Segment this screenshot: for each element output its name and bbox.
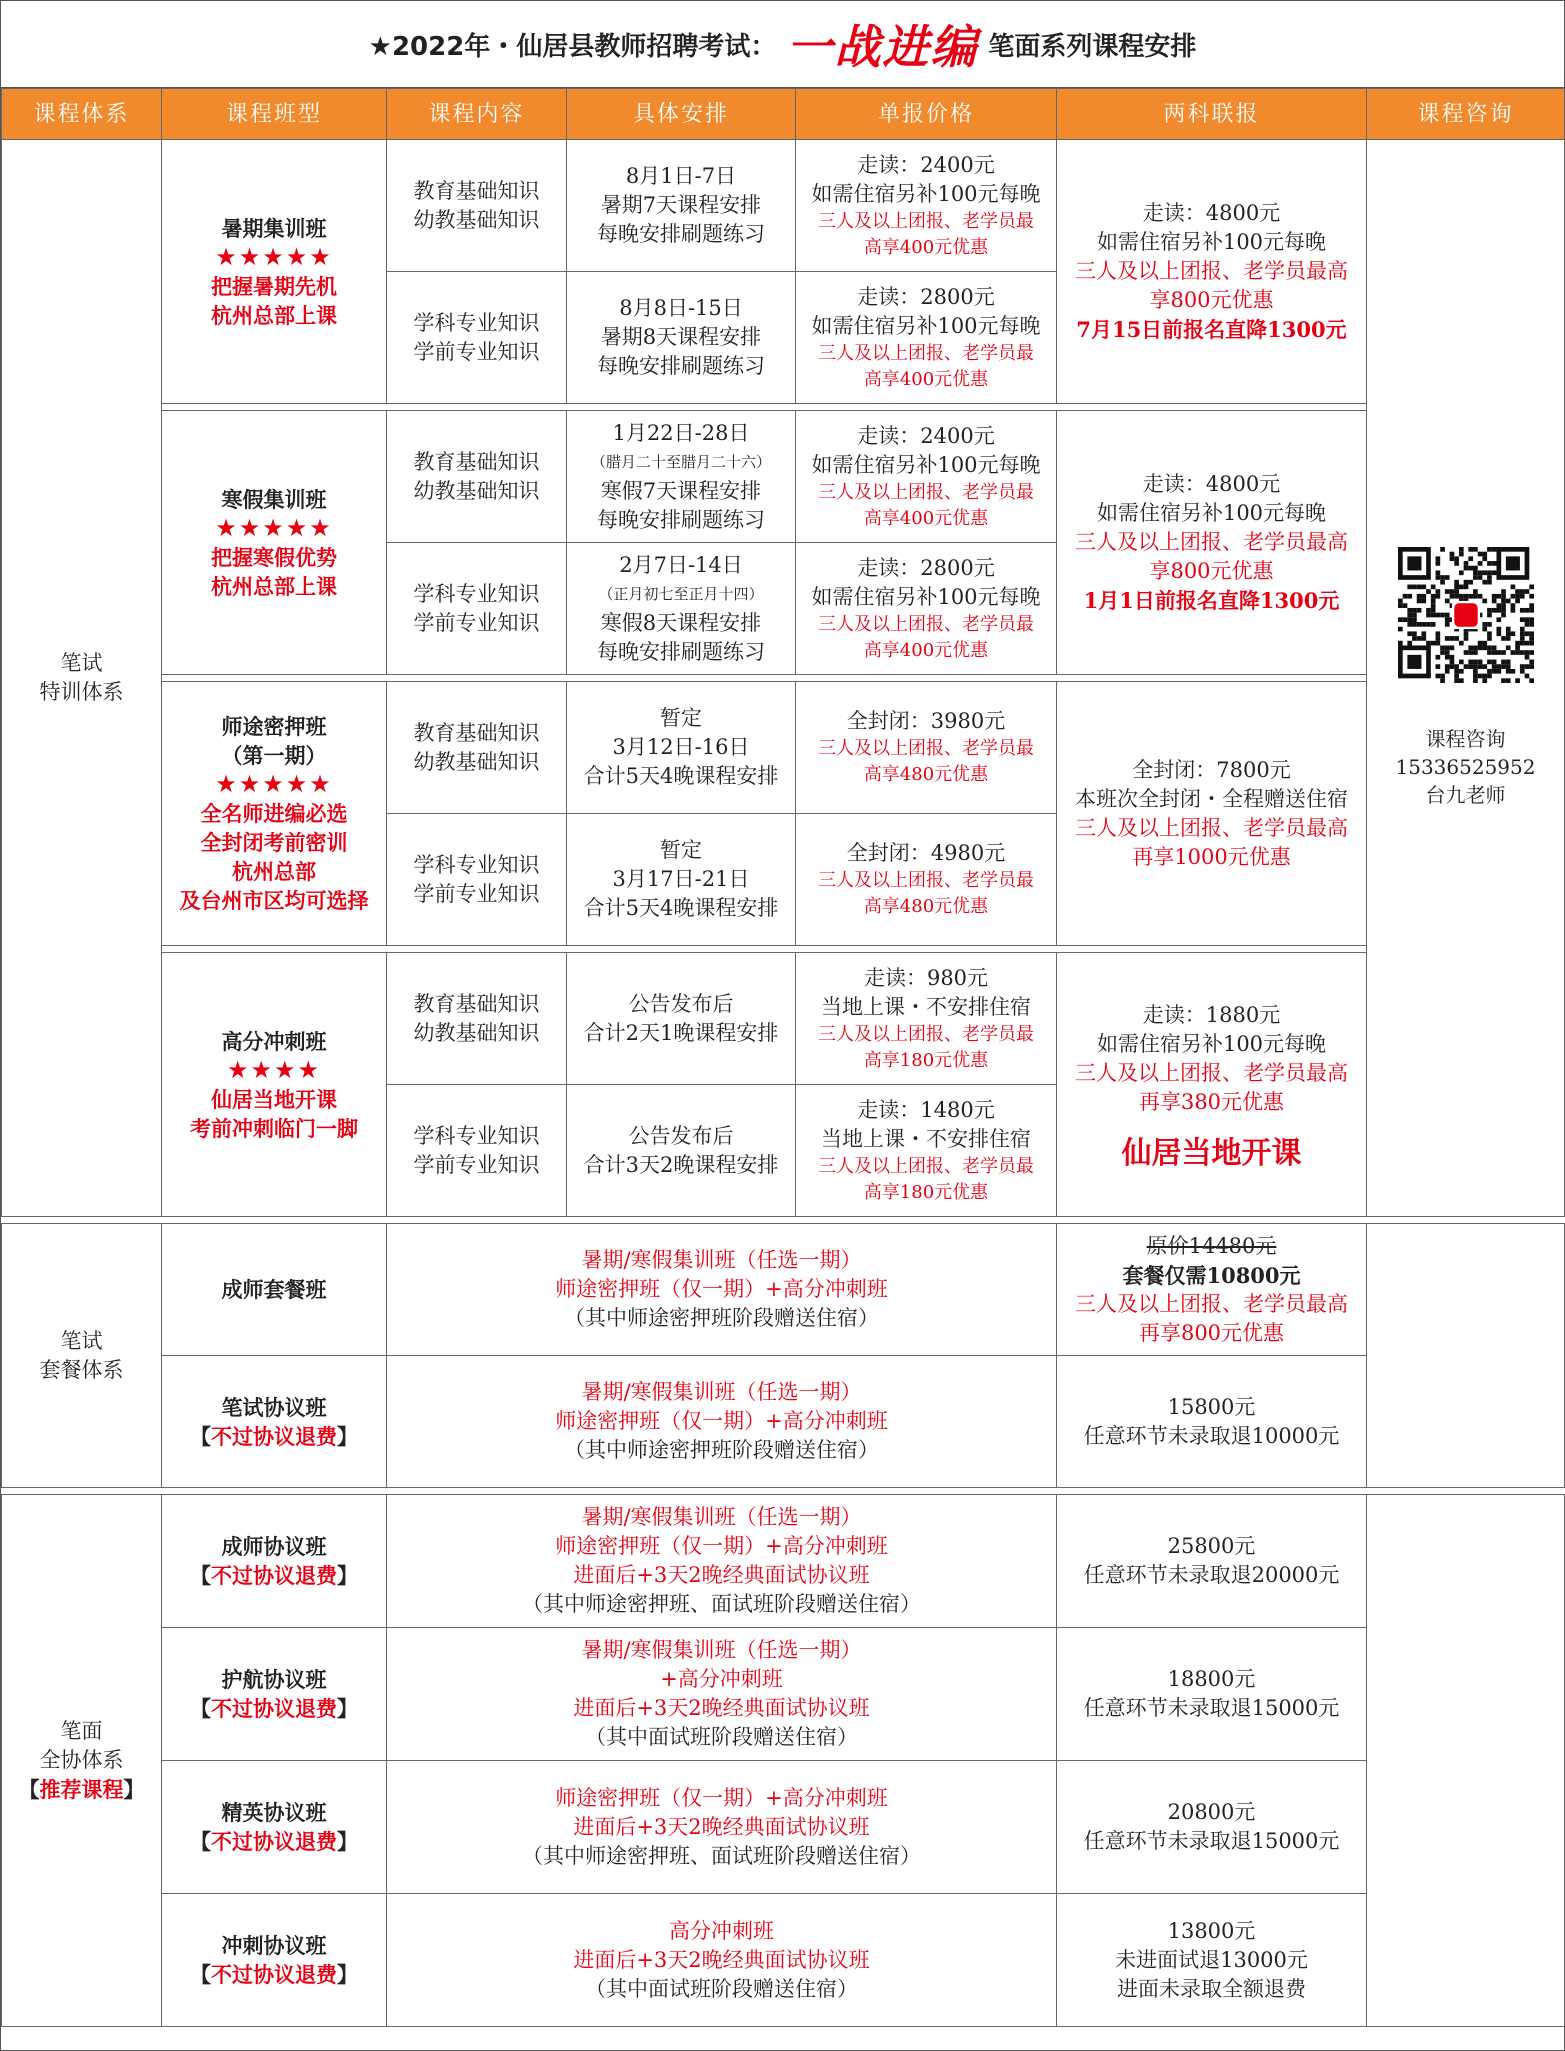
package-line: 进面后+3天2晚经典面试协议班 bbox=[573, 1696, 870, 1720]
table-row bbox=[2, 1894, 1565, 2027]
package-price: 任意环节未录取退15000元 bbox=[1083, 1829, 1340, 1853]
content-line: 学科专业知识 bbox=[413, 310, 540, 335]
schedule-line: 合计2天1晚课程安排 bbox=[583, 1020, 779, 1045]
single-price-cell bbox=[796, 543, 1057, 675]
package-content-cell bbox=[387, 1356, 1057, 1488]
combo-discount: 享800元优惠 bbox=[1149, 288, 1274, 312]
price-line: 走读：2400元 bbox=[857, 423, 995, 448]
combo-discount: 再享380元优惠 bbox=[1138, 1090, 1285, 1114]
class-name: 暑期集训班 bbox=[221, 215, 327, 241]
content-cell bbox=[387, 814, 567, 946]
package-content-cell bbox=[387, 1495, 1057, 1628]
content-line: 学前专业知识 bbox=[413, 339, 540, 364]
class-type-cell bbox=[162, 411, 387, 675]
schedule-line: 每晚安排刷题练习 bbox=[597, 507, 765, 532]
content-line: 学科专业知识 bbox=[413, 1123, 540, 1148]
schedule-line: 3月17日-21日 bbox=[612, 867, 750, 891]
package-note: （其中师途密押班阶段赠送住宿） bbox=[564, 1306, 879, 1330]
combo-line: 如需住宿另补100元每晚 bbox=[1096, 1032, 1327, 1056]
content-line: 幼教基础知识 bbox=[413, 478, 540, 503]
package-line: 进面后+3天2晚经典面试协议班 bbox=[573, 1563, 870, 1587]
price-line: 当地上课・不安排住宿 bbox=[821, 994, 1031, 1019]
course-table bbox=[1, 88, 1565, 2027]
price-line: 走读：2800元 bbox=[857, 555, 995, 580]
single-price-cell bbox=[796, 272, 1057, 404]
schedule-line: 每晚安排刷题练习 bbox=[597, 222, 765, 246]
package-price-cell bbox=[1057, 1224, 1367, 1356]
section-separator bbox=[2, 1488, 1565, 1495]
section-separator bbox=[2, 946, 1565, 953]
class-type-cell bbox=[162, 1224, 387, 1356]
header-class-type: 课程班型 bbox=[162, 89, 387, 140]
class-name: 成师套餐班 bbox=[221, 1277, 327, 1302]
refund-tag-text: 不过协议退费 bbox=[211, 1563, 337, 1588]
section-separator bbox=[2, 404, 1565, 411]
class-name: 成师协议班 bbox=[221, 1534, 327, 1559]
discount-line: 高享400元优惠 bbox=[863, 236, 989, 258]
price-line: 走读：1480元 bbox=[857, 1097, 995, 1122]
refund-tag-text: 不过协议退费 bbox=[211, 1962, 337, 1987]
combo-discount: 三人及以上团报、老学员最高 bbox=[1075, 259, 1348, 283]
package-price: 18800元 bbox=[1167, 1667, 1256, 1691]
content-line: 学前专业知识 bbox=[413, 881, 540, 906]
system-label: 笔面 bbox=[60, 1719, 103, 1743]
schedule-cell bbox=[567, 411, 796, 543]
refund-tag: 【不过协议退费】 bbox=[190, 1423, 358, 1449]
schedule-cell bbox=[567, 543, 796, 675]
content-cell bbox=[387, 411, 567, 543]
system-label: 笔试 特训体系 bbox=[39, 651, 124, 704]
class-note: 考前冲刺临门一脚 bbox=[190, 1115, 358, 1141]
schedule-line: 1月22日-28日 bbox=[612, 420, 750, 445]
price-line: 走读：980元 bbox=[863, 965, 989, 990]
recommend-tag: 【推荐课程】 bbox=[18, 1777, 145, 1802]
system-full bbox=[2, 1495, 162, 2027]
package-line: 师途密押班（仅一期）+高分冲刺班 bbox=[555, 1785, 888, 1810]
consult-cell bbox=[1367, 140, 1565, 1217]
package-line: 暑期/寒假集训班（任选一期） bbox=[581, 1248, 862, 1272]
package-price-cell bbox=[1057, 1761, 1367, 1894]
combo-price-cell bbox=[1057, 140, 1367, 404]
discount-line: 三人及以上团报、老学员最 bbox=[818, 613, 1034, 635]
discount-line: 高享180元优惠 bbox=[863, 1181, 989, 1203]
price-line: 如需住宿另补100元每晚 bbox=[811, 313, 1041, 338]
package-content-cell bbox=[387, 1224, 1057, 1356]
schedule-line: 2月7日-14日 bbox=[619, 552, 743, 577]
content-cell bbox=[387, 543, 567, 675]
package-price: 任意环节未录取退20000元 bbox=[1083, 1563, 1340, 1587]
package-line: 师途密押班（仅一期）+高分冲刺班 bbox=[555, 1409, 888, 1433]
combo-price-cell bbox=[1057, 953, 1367, 1217]
refund-tag: 【不过协议退费】 bbox=[190, 1696, 358, 1721]
package-line: 暑期/寒假集训班（任选一期） bbox=[581, 1505, 862, 1529]
content-line: 学科专业知识 bbox=[413, 581, 540, 606]
schedule-cell bbox=[567, 814, 796, 946]
combo-deadline: 7月15日前报名直降1300元 bbox=[1076, 317, 1347, 342]
single-price-cell bbox=[796, 140, 1057, 272]
table-row bbox=[2, 140, 1565, 272]
table-row bbox=[2, 1495, 1565, 1628]
refund-tag: 【不过协议退费】 bbox=[190, 1563, 358, 1588]
package-price: 任意环节未录取退15000元 bbox=[1083, 1696, 1340, 1720]
section-separator bbox=[2, 675, 1565, 682]
combo-line: 走读：4800元 bbox=[1142, 201, 1281, 225]
content-line: 学科专业知识 bbox=[413, 852, 540, 877]
class-type-cell bbox=[162, 1495, 387, 1628]
package-price: 25800元 bbox=[1167, 1534, 1256, 1558]
content-cell bbox=[387, 682, 567, 814]
discount-line: 三人及以上团报、老学员最 bbox=[818, 210, 1034, 232]
schedule-cell bbox=[567, 682, 796, 814]
table-row bbox=[2, 1224, 1565, 1356]
combo-deadline: 1月1日前报名直降1300元 bbox=[1083, 588, 1340, 613]
class-name: 精英协议班 bbox=[221, 1800, 327, 1825]
table-row bbox=[2, 682, 1565, 814]
consult-cell-blank bbox=[1367, 1495, 1565, 2027]
combo-discount: 三人及以上团报、老学员最高 bbox=[1075, 1061, 1348, 1085]
class-note: 杭州总部上课 bbox=[211, 573, 337, 599]
discount-line: 高享480元优惠 bbox=[863, 896, 989, 917]
schedule-line: 暑期7天课程安排 bbox=[600, 193, 762, 217]
class-note: 杭州总部上课 bbox=[211, 302, 337, 328]
package-price: 未进面试退13000元 bbox=[1115, 1947, 1308, 1972]
combo-price-cell bbox=[1057, 682, 1367, 946]
schedule-cell bbox=[567, 1085, 796, 1217]
table-row bbox=[2, 411, 1565, 543]
package-price-cell bbox=[1057, 1894, 1367, 2027]
schedule-line: 寒假8天课程安排 bbox=[600, 610, 762, 635]
discount-line: 高享400元优惠 bbox=[863, 639, 989, 661]
schedule-line: 寒假7天课程安排 bbox=[600, 478, 762, 503]
single-price-cell bbox=[796, 411, 1057, 543]
package-discount: 三人及以上团报、老学员最高 bbox=[1075, 1291, 1348, 1316]
class-type-cell bbox=[162, 682, 387, 946]
discount-line: 三人及以上团报、老学员最 bbox=[818, 481, 1034, 503]
price-line: 全封闭：4980元 bbox=[846, 841, 1006, 865]
consult-phone: 15336525952 bbox=[1395, 755, 1536, 779]
header-consult: 课程咨询 bbox=[1367, 89, 1565, 140]
package-line: 师途密押班（仅一期）+高分冲刺班 bbox=[555, 1277, 888, 1301]
class-note: 及台州市区均可选择 bbox=[179, 888, 369, 913]
discount-line: 高享400元优惠 bbox=[863, 368, 989, 390]
discount-line: 三人及以上团报、老学员最 bbox=[818, 342, 1034, 364]
header-combo-price: 两科联报 bbox=[1057, 89, 1367, 140]
discount-line: 三人及以上团报、老学员最 bbox=[818, 1023, 1034, 1045]
schedule-cell bbox=[567, 953, 796, 1085]
qr-code-icon bbox=[1398, 547, 1534, 683]
system-label: 笔试 套餐体系 bbox=[39, 1328, 124, 1382]
rating-stars: ★★★★ bbox=[226, 1055, 322, 1084]
discount-line: 高享180元优惠 bbox=[863, 1049, 989, 1071]
title-highlight: 一战进编 bbox=[786, 20, 979, 74]
content-cell bbox=[387, 953, 567, 1085]
package-content-cell bbox=[387, 1628, 1057, 1761]
price-line: 走读：2400元 bbox=[857, 152, 995, 177]
price-line: 全封闭：3980元 bbox=[846, 709, 1006, 733]
package-content-cell bbox=[387, 1761, 1057, 1894]
discount-line: 三人及以上团报、老学员最 bbox=[818, 870, 1034, 891]
refund-tag-text: 不过协议退费 bbox=[211, 1696, 337, 1721]
combo-discount: 享800元优惠 bbox=[1149, 559, 1274, 583]
rating-stars: ★★★★★ bbox=[215, 770, 333, 798]
package-price-cell bbox=[1057, 1628, 1367, 1761]
content-line: 教育基础知识 bbox=[413, 449, 540, 474]
price-line: 如需住宿另补100元每晚 bbox=[811, 584, 1041, 609]
schedule-line: 8月8日-15日 bbox=[619, 296, 743, 320]
section-separator bbox=[2, 1217, 1565, 1224]
price-line: 走读：2800元 bbox=[857, 284, 995, 309]
header-content: 课程内容 bbox=[387, 89, 567, 140]
package-note: （其中师途密押班、面试班阶段赠送住宿） bbox=[522, 1592, 921, 1616]
combo-line: 走读：4800元 bbox=[1142, 472, 1281, 496]
schedule-cell bbox=[567, 140, 796, 272]
combo-line: 如需住宿另补100元每晚 bbox=[1096, 230, 1327, 254]
schedule-line: 暑期8天课程安排 bbox=[600, 325, 762, 349]
package-line: 暑期/寒假集训班（任选一期） bbox=[581, 1380, 862, 1404]
schedule-line: 每晚安排刷题练习 bbox=[597, 639, 765, 664]
schedule-line: （正月初七至正月十四） bbox=[598, 584, 764, 603]
rating-stars: ★★★★★ bbox=[215, 242, 333, 271]
system-label: 全协体系 bbox=[39, 1748, 124, 1772]
package-line: 进面后+3天2晚经典面试协议班 bbox=[573, 1814, 870, 1839]
package-line: 进面后+3天2晚经典面试协议班 bbox=[573, 1947, 870, 1972]
table-row bbox=[2, 1356, 1565, 1488]
class-name: 护航协议班 bbox=[221, 1667, 327, 1692]
header-single-price: 单报价格 bbox=[796, 89, 1057, 140]
title-prefix: ★2022年・仙居县教师招聘考试： bbox=[368, 31, 777, 62]
page-title bbox=[1, 1, 1564, 88]
combo-price-cell bbox=[1057, 411, 1367, 675]
package-price-cell bbox=[1057, 1356, 1367, 1488]
schedule-line: 合计5天4晚课程安排 bbox=[583, 896, 779, 920]
package-line: 师途密押班（仅一期）+高分冲刺班 bbox=[555, 1534, 888, 1558]
local-class-note: 仙居当地开课 bbox=[1121, 1136, 1302, 1171]
price-line: 如需住宿另补100元每晚 bbox=[811, 452, 1041, 477]
header-system: 课程体系 bbox=[2, 89, 162, 140]
discount-line: 高享400元优惠 bbox=[863, 507, 989, 529]
schedule-line: 8月1日-7日 bbox=[625, 164, 737, 188]
single-price-cell bbox=[796, 814, 1057, 946]
schedule-line: 合计3天2晚课程安排 bbox=[583, 1152, 779, 1177]
table-row bbox=[2, 1628, 1565, 1761]
class-type-cell bbox=[162, 140, 387, 404]
combo-discount: 再享1000元优惠 bbox=[1132, 844, 1291, 869]
original-price: 原价14480元 bbox=[1146, 1233, 1277, 1258]
content-cell bbox=[387, 140, 567, 272]
class-name: 笔试协议班 bbox=[221, 1394, 327, 1420]
package-price: 进面未录取全额退费 bbox=[1117, 1976, 1306, 2001]
single-price-cell bbox=[796, 682, 1057, 814]
combo-line: 本班次全封闭・全程赠送住宿 bbox=[1075, 786, 1348, 811]
schedule-line: 暂定 bbox=[660, 838, 702, 862]
package-content-cell bbox=[387, 1894, 1057, 2027]
class-type-cell bbox=[162, 1356, 387, 1488]
schedule-cell bbox=[567, 272, 796, 404]
refund-tag-text: 不过协议退费 bbox=[211, 1829, 337, 1854]
combo-line: 如需住宿另补100元每晚 bbox=[1096, 501, 1327, 525]
package-discount: 再享800元优惠 bbox=[1138, 1320, 1285, 1345]
content-line: 教育基础知识 bbox=[413, 991, 540, 1016]
content-line: 教育基础知识 bbox=[413, 178, 540, 203]
class-type-cell bbox=[162, 1628, 387, 1761]
package-note: （其中师途密押班阶段赠送住宿） bbox=[564, 1438, 879, 1462]
content-cell bbox=[387, 272, 567, 404]
table-row bbox=[2, 1761, 1565, 1894]
package-price: 任意环节未录取退10000元 bbox=[1083, 1423, 1340, 1448]
schedule-line: 暂定 bbox=[660, 706, 702, 730]
schedule-line: （腊月二十至腊月二十六） bbox=[590, 452, 771, 471]
schedule-line: 公告发布后 bbox=[628, 1123, 734, 1148]
package-price: 20800元 bbox=[1167, 1800, 1256, 1824]
discount-line: 高享480元优惠 bbox=[863, 764, 989, 785]
content-cell bbox=[387, 1085, 567, 1217]
content-line: 学前专业知识 bbox=[413, 1152, 540, 1177]
single-price-cell bbox=[796, 1085, 1057, 1217]
price-line: 当地上课・不安排住宿 bbox=[821, 1126, 1031, 1151]
content-line: 幼教基础知识 bbox=[413, 207, 540, 232]
class-type-cell bbox=[162, 1761, 387, 1894]
package-note: （其中面试班阶段赠送住宿） bbox=[585, 1725, 858, 1749]
package-note: （其中面试班阶段赠送住宿） bbox=[585, 1976, 858, 2001]
price-line: 如需住宿另补100元每晚 bbox=[811, 181, 1041, 206]
package-line: 暑期/寒假集训班（任选一期） bbox=[581, 1638, 862, 1662]
single-price-cell bbox=[796, 953, 1057, 1085]
schedule-line: 每晚安排刷题练习 bbox=[597, 354, 765, 378]
title-suffix: 笔面系列课程安排 bbox=[988, 31, 1197, 62]
table-row bbox=[2, 953, 1565, 1085]
class-note: 全封闭考前密训 bbox=[200, 830, 348, 855]
combo-line: 走读：1880元 bbox=[1142, 1003, 1281, 1027]
combo-line: 全封闭：7800元 bbox=[1132, 757, 1291, 782]
refund-tag: 【不过协议退费】 bbox=[190, 1829, 358, 1854]
package-price: 套餐仅需10800元 bbox=[1122, 1262, 1301, 1288]
discount-line: 三人及以上团报、老学员最 bbox=[818, 1155, 1034, 1177]
system-training bbox=[2, 140, 162, 1217]
content-line: 教育基础知识 bbox=[413, 720, 540, 745]
content-line: 幼教基础知识 bbox=[413, 1020, 540, 1045]
rating-stars: ★★★★★ bbox=[215, 513, 333, 542]
combo-discount: 三人及以上团报、老学员最高 bbox=[1075, 815, 1348, 840]
refund-tag-text: 不过协议退费 bbox=[211, 1423, 337, 1449]
schedule-line: 公告发布后 bbox=[628, 991, 734, 1016]
system-package bbox=[2, 1224, 162, 1488]
class-type-cell bbox=[162, 1894, 387, 2027]
content-line: 幼教基础知识 bbox=[413, 749, 540, 774]
table-header-row bbox=[2, 89, 1565, 140]
consult-cell-blank bbox=[1367, 1224, 1565, 1488]
package-line: 高分冲刺班 bbox=[669, 1918, 774, 1943]
class-note: 杭州总部 bbox=[232, 859, 316, 884]
class-name: 寒假集训班 bbox=[221, 486, 327, 512]
discount-line: 三人及以上团报、老学员最 bbox=[818, 738, 1034, 759]
content-line: 学前专业知识 bbox=[413, 610, 540, 635]
class-note: 把握暑期先机 bbox=[211, 273, 337, 299]
class-name: 师途密押班 bbox=[221, 714, 327, 739]
combo-discount: 三人及以上团报、老学员最高 bbox=[1075, 530, 1348, 554]
class-name: 冲刺协议班 bbox=[221, 1933, 327, 1958]
class-note: 仙居当地开课 bbox=[211, 1086, 337, 1112]
package-note: （其中师途密押班、面试班阶段赠送住宿） bbox=[522, 1843, 921, 1868]
package-line: +高分冲刺班 bbox=[660, 1667, 783, 1691]
schedule-line: 3月12日-16日 bbox=[612, 735, 750, 759]
class-type-cell bbox=[162, 953, 387, 1217]
class-name: 高分冲刺班 bbox=[221, 1028, 327, 1054]
class-name: （第一期） bbox=[221, 743, 327, 768]
package-price-cell bbox=[1057, 1495, 1367, 1628]
package-price: 13800元 bbox=[1167, 1918, 1256, 1943]
refund-tag: 【不过协议退费】 bbox=[190, 1962, 358, 1987]
package-price: 15800元 bbox=[1167, 1394, 1256, 1419]
consult-teacher: 台九老师 bbox=[1425, 783, 1506, 807]
class-note: 把握寒假优势 bbox=[211, 544, 337, 570]
schedule-line: 合计5天4晚课程安排 bbox=[583, 764, 779, 788]
consult-label: 课程咨询 bbox=[1425, 727, 1506, 751]
class-note: 全名师进编必选 bbox=[200, 801, 348, 826]
header-schedule: 具体安排 bbox=[567, 89, 796, 140]
